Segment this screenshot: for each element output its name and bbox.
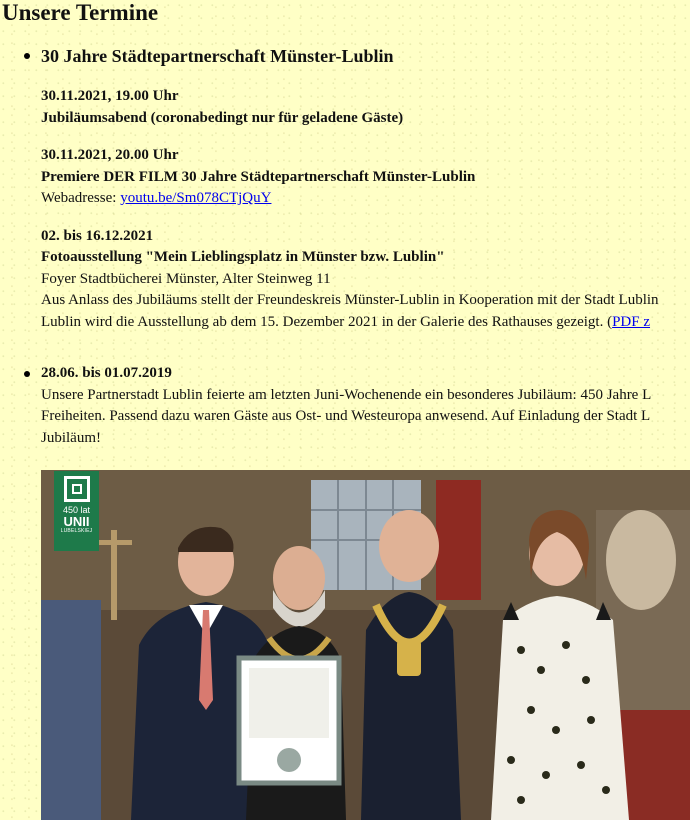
event-block-lublin-jubilee [41,363,690,449]
event-date: 30.11.2021, 20.00 Uhr [41,147,179,163]
event-description-text: Lublin wird die Ausstellung ab dem 15. Dezember 2021 in der Galerie des Rathauses gezeigt. ( [41,313,613,330]
event-description-line: Unsere Partnerstadt Lublin feierte am letzten Juni-Wochenende ein besonderes Jubiläum: 450 Jahre L [41,386,652,403]
youtube-link[interactable]: youtu.be/Sm078CTjQuY [120,190,272,206]
logo-subtitle: LUBELSKIEJ [60,528,93,534]
web-address-line [41,188,690,210]
event-title: Jubiläumsabend (coronabedingt nur für geladene Gäste) [41,109,404,126]
list-bullet [24,371,30,377]
logo-emblem-icon [64,476,90,502]
event-description-line: Jubiläum! [41,429,101,446]
event-title: Premiere DER FILM 30 Jahre Städtepartnerschaft Münster-Lublin [41,168,476,185]
event-location: Foyer Stadtbücherei Münster, Alter Steinweg 11 [41,270,331,287]
university-logo [54,471,99,551]
logo-years: 450 lat [62,505,91,515]
event-photo [41,470,690,820]
list-bullet [24,53,30,59]
web-address-label: Webadresse: [41,190,121,206]
event-date: 28.06. bis 01.07.2019 [41,365,172,381]
event-date: 02. bis 16.12.2021 [41,227,154,244]
page-title: Unsere Termine [2,0,159,25]
logo-name: UNII [63,514,90,529]
event-title: Fotoausstellung "Mein Lieblingsplatz in Münster bzw. Lublin" [41,249,445,265]
event-block-anniversary [41,45,690,333]
event-description-line: Freiheiten. Passend dazu waren Gäste aus Ost- und Westeuropa anwesend. Auf Einladung der Stadt L [41,408,651,424]
event-date: 30.11.2021, 19.00 Uhr [41,88,179,104]
photo-illustration [41,470,690,820]
event-description-line: Aus Anlass des Jubiläums stellt der Freundeskreis Münster-Lublin in Kooperation mit der Stadt Lublin [41,292,659,308]
event-description-line [41,312,690,334]
pdf-link[interactable]: PDF z [612,313,651,330]
event-heading: 30 Jahre Städtepartnerschaft Münster-Lublin [41,46,394,66]
